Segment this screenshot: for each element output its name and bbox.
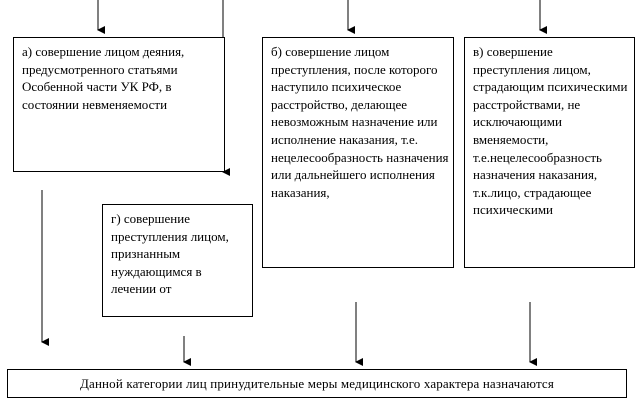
box-a-text: а) совершение лицом деяния, предусмотренного статьями Особенной части УК РФ, в состоянии невменяемости	[22, 44, 185, 112]
box-b-text: б) совершение лицом преступления, после которого наступило психическое расстройство, делающее невозможным назначение или исполнение наказания, т.е. нецелесообразность назначения или дальнейшего исполнения наказания,	[271, 44, 449, 200]
box-a	[13, 37, 225, 172]
box-v	[464, 37, 635, 268]
box-b	[262, 37, 454, 268]
box-v-text: в) совершение преступления лицом, страдающим психическими расстройствами, не исключающими вменяемости, т.е.нецелесообразность назначения наказания, т.к.лицо, страдающее психическими	[473, 44, 628, 218]
bottom-box	[7, 369, 627, 398]
box-g	[102, 204, 253, 317]
box-g-text: г) совершение преступления лицом, признанным нуждающимся в лечении от	[111, 211, 229, 297]
bottom-box-text: Данной категории лиц принудительные меры медицинского характера назначаются	[80, 376, 554, 391]
